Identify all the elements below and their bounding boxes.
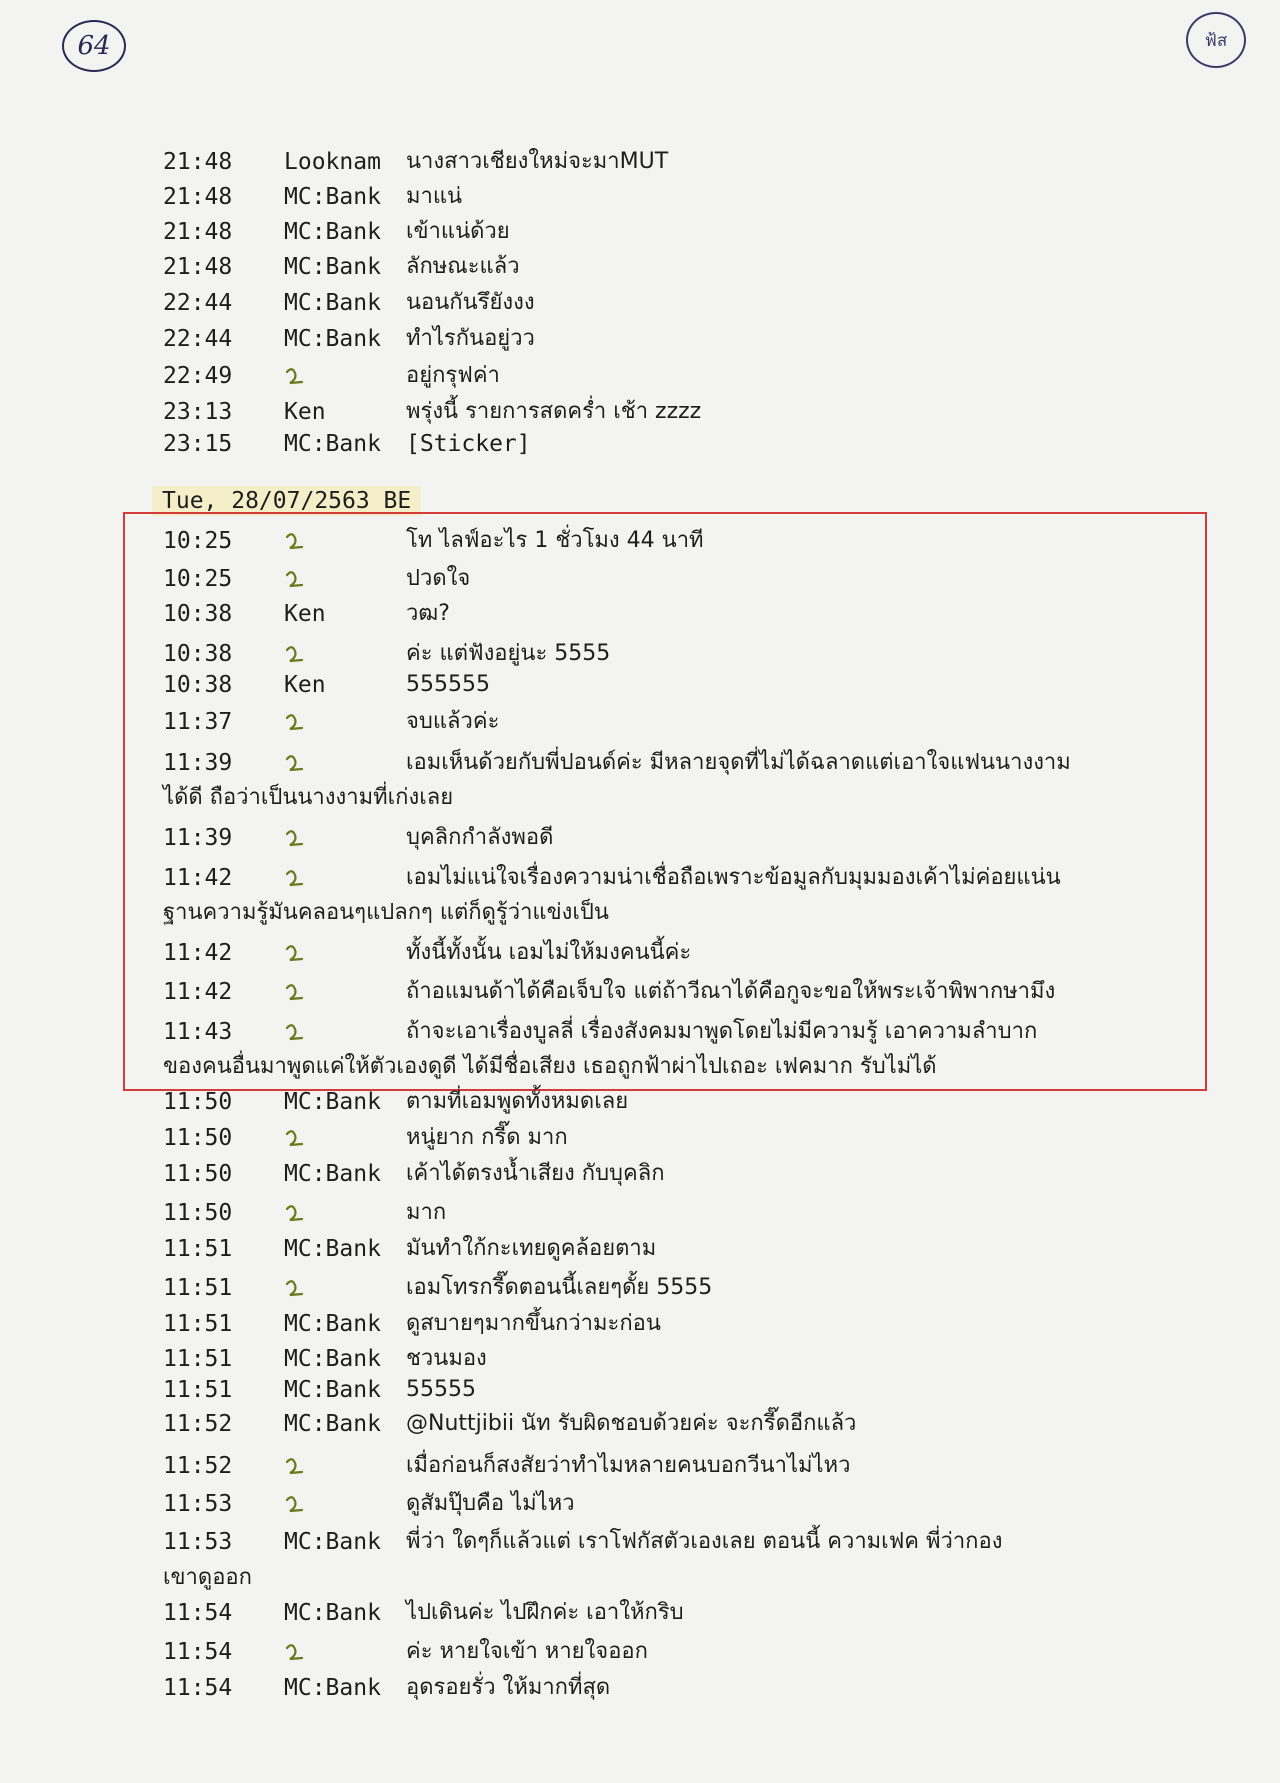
timestamp: 22:49 — [163, 363, 233, 389]
sender-avatar — [284, 749, 306, 777]
sender-avatar-icon — [284, 1129, 306, 1149]
sender-avatar-icon — [284, 1023, 306, 1043]
message-text: นอนกันรึยังงง — [406, 290, 535, 315]
sender-avatar — [284, 978, 306, 1006]
timestamp: 23:13 — [163, 399, 233, 425]
sender-name: MC:Bank — [284, 1346, 381, 1372]
message-text: 55555 — [406, 1377, 476, 1402]
message-text: [Sticker] — [406, 431, 531, 457]
message-text: อยู่กรุฟค่า — [406, 363, 500, 388]
message-text: ค่ะ แต่ฟังอยู่นะ 5555 — [406, 641, 611, 666]
message-text: เข้าแน่ด้วย — [406, 219, 510, 244]
message-text: เอมไม่แน่ใจเรื่องความน่าเชื่อถือเพราะข้อมูลกับมุมมองเค้าไม่ค่อยแน่น — [406, 865, 1061, 890]
sender-avatar-icon — [284, 754, 306, 774]
sender-name: Ken — [284, 601, 326, 627]
sender-avatar-icon — [284, 1204, 306, 1224]
sender-name: MC:Bank — [284, 1377, 381, 1403]
message-text: มันทำใก้กะเทยดูคล้อยตาม — [406, 1236, 657, 1261]
timestamp: 11:53 — [163, 1491, 233, 1517]
sender-avatar — [284, 1638, 306, 1666]
sender-avatar-icon — [284, 829, 306, 849]
sender-avatar — [284, 1199, 306, 1227]
page-number-stamp: 64 — [62, 20, 126, 72]
sender-avatar — [284, 640, 306, 668]
sender-avatar-icon — [284, 570, 306, 590]
sender-name: Ken — [284, 399, 326, 425]
sender-avatar-icon — [284, 645, 306, 665]
sender-avatar — [284, 1274, 306, 1302]
sender-name: MC:Bank — [284, 1600, 381, 1626]
timestamp: 21:48 — [163, 149, 233, 175]
sender-name: MC:Bank — [284, 1675, 381, 1701]
sender-name: MC:Bank — [284, 184, 381, 210]
sender-avatar — [284, 565, 306, 593]
sender-name: MC:Bank — [284, 1161, 381, 1187]
sender-avatar — [284, 1490, 306, 1518]
sender-name: MC:Bank — [284, 254, 381, 280]
timestamp: 23:15 — [163, 431, 233, 457]
sender-avatar — [284, 864, 306, 892]
sender-avatar-icon — [284, 1643, 306, 1663]
message-text: พรุ่งนี้ รายการสดคร่ำ เช้า zzzz — [406, 399, 702, 424]
sender-name: Ken — [284, 672, 326, 698]
message-text-continued: ฐานความรู้มันคลอนๆแปลกๆ แต่ก็ดูรู้ว่าแข่งเป็น — [163, 900, 609, 925]
message-text: บุคลิกกำลังพอดี — [406, 825, 554, 850]
timestamp: 11:51 — [163, 1275, 233, 1301]
message-text: ถ้าอแมนด้าได้คือเจ็บใจ แต่ถ้าวีณาได้คือกูจะขอให้พระเจ้าพิพากษามึง — [406, 979, 1056, 1004]
sender-avatar-icon — [284, 367, 306, 387]
timestamp: 11:50 — [163, 1125, 233, 1151]
timestamp: 21:48 — [163, 184, 233, 210]
timestamp: 11:42 — [163, 979, 233, 1005]
message-text: มาก — [406, 1200, 447, 1225]
sender-avatar — [284, 1124, 306, 1152]
message-text: @Nuttjibii นัท รับผิดชอบด้วยค่ะ จะกรี๊ดอีกแล้ว — [406, 1411, 857, 1436]
timestamp: 11:53 — [163, 1529, 233, 1555]
timestamp: 11:42 — [163, 940, 233, 966]
sender-name: MC:Bank — [284, 1529, 381, 1555]
message-text: 555555 — [406, 672, 490, 697]
sender-name: MC:Bank — [284, 219, 381, 245]
message-text: อุดรอยรั่ว ให้มากที่สุด — [406, 1675, 611, 1700]
message-text-continued: ได้ดี ถือว่าเป็นนางงามที่เก่งเลย — [163, 785, 454, 810]
message-text: ชวนมอง — [406, 1346, 487, 1371]
timestamp: 10:38 — [163, 641, 233, 667]
timestamp: 11:50 — [163, 1089, 233, 1115]
message-text: เมื่อก่อนก็สงสัยว่าทำไมหลายคนบอกวีนาไม่ไหว — [406, 1453, 851, 1478]
sender-name: MC:Bank — [284, 1089, 381, 1115]
timestamp: 21:48 — [163, 219, 233, 245]
message-text: เอมเห็นด้วยกับพี่ปอนด์ค่ะ มีหลายจุดที่ไม่ได้ฉลาดแต่เอาใจแฟนนางงาม — [406, 750, 1071, 775]
sender-avatar-icon — [284, 1279, 306, 1299]
timestamp: 11:54 — [163, 1600, 233, 1626]
sender-avatar-icon — [284, 1495, 306, 1515]
sender-avatar-icon — [284, 713, 306, 733]
message-text: ทำไรกันอยู่วว — [406, 326, 535, 351]
message-text: ดูสบายๆมากขึ้นกว่ามะก่อน — [406, 1311, 661, 1336]
message-text-continued: เขาดูออก — [163, 1565, 252, 1590]
timestamp: 11:39 — [163, 825, 233, 851]
sender-avatar — [284, 362, 306, 390]
sender-avatar-icon — [284, 532, 306, 552]
timestamp: 11:54 — [163, 1639, 233, 1665]
timestamp: 10:38 — [163, 601, 233, 627]
sender-avatar-icon — [284, 944, 306, 964]
sender-avatar-icon — [284, 869, 306, 889]
message-text: ทั้งนี้ทั้งนั้น เอมไม่ให้มงคนนี้ค่ะ — [406, 940, 692, 965]
message-text: จบแล้วค่ะ — [406, 709, 500, 734]
timestamp: 11:43 — [163, 1019, 233, 1045]
timestamp: 11:50 — [163, 1200, 233, 1226]
timestamp: 10:25 — [163, 528, 233, 554]
timestamp: 11:54 — [163, 1675, 233, 1701]
sender-avatar — [284, 527, 306, 555]
sender-name: MC:Bank — [284, 431, 381, 457]
timestamp: 11:51 — [163, 1311, 233, 1337]
timestamp: 22:44 — [163, 290, 233, 316]
sender-name: MC:Bank — [284, 1236, 381, 1262]
message-text: นางสาวเชียงใหม่จะมาMUT — [406, 149, 669, 174]
timestamp: 11:51 — [163, 1377, 233, 1403]
timestamp: 10:38 — [163, 672, 233, 698]
message-text: หนู่ยาก กรี๊ด มาก — [406, 1125, 568, 1150]
sender-name: MC:Bank — [284, 326, 381, 352]
sender-avatar — [284, 824, 306, 852]
date-header: Tue, 28/07/2563 BE — [152, 486, 421, 516]
message-text: ปวดใจ — [406, 566, 471, 591]
message-text: โท ไลฟ์อะไร 1 ชั่วโมง 44 นาที — [406, 528, 704, 553]
timestamp: 11:50 — [163, 1161, 233, 1187]
timestamp: 11:39 — [163, 750, 233, 776]
message-text-continued: ของคนอื่นมาพูดแค่ให้ตัวเองดูดี ได้มีชื่อเสียง เธอถูกฟ้าผ่าไปเถอะ เฟคมาก รับไม่ได้ — [163, 1054, 937, 1079]
message-text: ไปเดินค่ะ ไปฝึกค่ะ เอาให้กริบ — [406, 1600, 684, 1625]
sender-name: Looknam — [284, 149, 381, 175]
timestamp: 11:51 — [163, 1236, 233, 1262]
sender-avatar-icon — [284, 983, 306, 1003]
sender-name: MC:Bank — [284, 290, 381, 316]
timestamp: 11:52 — [163, 1411, 233, 1437]
message-text: ถ้าจะเอาเรื่องบูลลี่ เรื่องสังคมมาพูดโดยไม่มีความรู้ เอาความลำบาก — [406, 1019, 1038, 1044]
timestamp: 11:42 — [163, 865, 233, 891]
sender-name: MC:Bank — [284, 1411, 381, 1437]
sender-avatar — [284, 708, 306, 736]
message-text: ลักษณะแล้ว — [406, 254, 520, 279]
message-text: เอมโทรกรี๊ดตอนนี้เลยๆดั้ย 5555 — [406, 1275, 713, 1300]
message-text: ค่ะ หายใจเข้า หายใจออก — [406, 1639, 648, 1664]
timestamp: 21:48 — [163, 254, 233, 280]
sender-avatar-icon — [284, 1457, 306, 1477]
message-text: วฒ? — [406, 601, 450, 626]
timestamp: 11:52 — [163, 1453, 233, 1479]
message-text: เค้าได้ตรงน้ำเสียง กับบุคลิก — [406, 1161, 665, 1186]
timestamp: 22:44 — [163, 326, 233, 352]
message-text: ตามที่เอมพูดทั้งหมดเลย — [406, 1089, 629, 1114]
corner-handwritten-mark: ฟ้ส — [1186, 12, 1246, 68]
message-text: ดูสัมปุ๊บคือ ไม่ไหว — [406, 1491, 575, 1516]
timestamp: 11:37 — [163, 709, 233, 735]
timestamp: 10:25 — [163, 566, 233, 592]
message-text: พี่ว่า ใดๆก็แล้วแต่ เราโฟกัสตัวเองเลย ตอนนี้ ความเฟค พี่ว่ากอง — [406, 1529, 1003, 1554]
timestamp: 11:51 — [163, 1346, 233, 1372]
sender-avatar — [284, 1018, 306, 1046]
sender-name: MC:Bank — [284, 1311, 381, 1337]
sender-avatar — [284, 939, 306, 967]
message-text: มาแน่ — [406, 184, 463, 209]
sender-avatar — [284, 1452, 306, 1480]
